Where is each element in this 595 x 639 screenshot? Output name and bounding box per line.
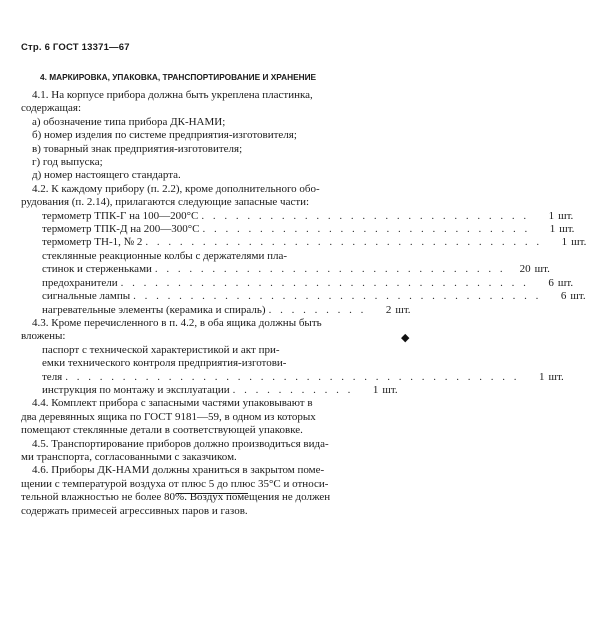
spare-part-unit: шт. bbox=[570, 290, 586, 303]
leader-dots: . . . . . . . . . . . . . . . . . . . . . . . . . . . . . . . bbox=[154, 263, 506, 276]
spare-part-row bbox=[21, 290, 586, 303]
spare-part-name: предохранители bbox=[42, 276, 118, 289]
p45-line2: ми транспорта, согласованными с заказчиком. bbox=[21, 450, 237, 463]
leader-dots: . . . . . . . . . . . bbox=[232, 383, 354, 396]
spare-part-unit: шт. bbox=[534, 263, 550, 276]
enclosure-name: теля bbox=[42, 370, 63, 383]
leader-dots: . . . . . . . . . . . . . . . . . . . . . . . . . . . . . . . . . . . . bbox=[133, 290, 542, 303]
p43-line2: вложены: bbox=[21, 330, 66, 343]
enclosure-qty: 1 bbox=[372, 383, 379, 396]
spare-part-row bbox=[21, 263, 550, 276]
margin-mark-icon: ◆ bbox=[401, 332, 410, 344]
leader-dots: . . . . . . . . . . . . . . . . . . . . . . . . . . . . . . . . . . . bbox=[145, 236, 543, 249]
p44-line1: 4.4. Комплект прибора с запасными частями упаковывают в bbox=[32, 397, 313, 410]
p42-line2: рудования (п. 2.14), прилагаются следующие запасные части: bbox=[21, 196, 310, 209]
p41-item-e: д) номер настоящего стандарта. bbox=[32, 169, 181, 182]
p42-line1: 4.2. К каждому прибору (п. 2.2), кроме дополнительного обо- bbox=[32, 182, 320, 195]
page-header: Стр. 6 ГОСТ 13371—67 bbox=[21, 42, 130, 53]
end-rule bbox=[176, 493, 248, 494]
spare-part-row bbox=[21, 209, 574, 223]
spare-part-glass-line1: стеклянные реакционные колбы с держателями пла- bbox=[42, 249, 288, 262]
leader-dots: . . . . . . . . . . . . . . . . . . . . . . . . . . . . . bbox=[202, 223, 531, 236]
p41-line2: содержащая: bbox=[21, 102, 81, 115]
spare-part-unit: шт. bbox=[395, 303, 411, 316]
enclosure-unit: шт. bbox=[548, 370, 564, 383]
section-title: 4. МАРКИРОВКА, УПАКОВКА, ТРАНСПОРТИРОВАНИЕ И ХРАНЕНИЕ bbox=[40, 72, 317, 82]
spare-part-qty: 1 bbox=[561, 236, 568, 249]
p43-line1: 4.3. Кроме перечисленного в п. 4.2, в оба ящика должны быть bbox=[32, 316, 322, 329]
spare-part-row bbox=[21, 223, 575, 236]
spare-part-unit: шт. bbox=[557, 276, 574, 289]
p41-item-c: в) товарный знак предприятия-изготовителя; bbox=[32, 142, 243, 155]
p41-item-a: а) обозначение типа прибора ДК-НАМИ; bbox=[32, 115, 226, 128]
p41-item-b: б) номер изделия по системе предприятия-изготовителя; bbox=[32, 129, 297, 142]
enclosure-unit: шт. bbox=[382, 383, 398, 396]
spare-part-unit: шт. bbox=[558, 209, 574, 222]
spare-part-qty: 20 bbox=[519, 263, 531, 276]
p43-passport-line1: паспорт с технической характеристикой и акт при- bbox=[42, 343, 280, 356]
p43-passport-line2: емки технического контроля предприятия-изготови- bbox=[42, 357, 287, 370]
leader-dots: . . . . . . . . . . . . . . . . . . . . . . . . . . . . . . . . . . . . bbox=[120, 276, 529, 289]
leader-dots: . . . . . . . . . . . . . . . . . . . . . . . . . . . . . . . . . . . . . . . . bbox=[65, 370, 520, 383]
spare-part-qty: 6 bbox=[548, 276, 554, 289]
spare-part-qty: 1 bbox=[549, 223, 556, 236]
enclosure-name: инструкция по монтажу и эксплуатации bbox=[42, 383, 230, 396]
spare-part-row bbox=[21, 276, 574, 290]
spare-part-unit: шт. bbox=[559, 223, 575, 236]
spare-part-name: сигнальные лампы bbox=[42, 290, 131, 303]
spare-part-name: термометр ТПК-Д на 200—300°С bbox=[42, 223, 200, 236]
spare-part-row bbox=[21, 303, 411, 317]
spare-part-qty: 6 bbox=[560, 290, 567, 303]
document-body bbox=[21, 89, 587, 518]
spare-part-unit: шт. bbox=[571, 236, 587, 249]
spare-part-name: нагревательные элементы (керамика и спираль) bbox=[42, 303, 266, 316]
spare-part-name: термометр ТН-1, № 2 bbox=[42, 236, 143, 249]
enclosure-row bbox=[21, 384, 401, 397]
leader-dots: . . . . . . . . . . . . . . . . . . . . . . . . . . . . . bbox=[201, 209, 530, 222]
p44-line3: помещают стеклянные детали в соответствующей упаковке. bbox=[21, 424, 303, 437]
spare-part-qty: 2 bbox=[385, 303, 392, 316]
spare-part-row bbox=[21, 236, 587, 249]
spare-part-name: стинок и стерженьками bbox=[42, 263, 152, 276]
spare-part-name: термометр ТПК-Г на 100—200°С bbox=[42, 209, 199, 222]
p46-line2: щении с температурой воздуха от плюс 5 до плюс 35°С и относи- bbox=[21, 477, 329, 490]
p46-line4: содержать примесей агрессивных паров и газов. bbox=[21, 504, 248, 517]
enclosure-row bbox=[21, 370, 564, 384]
enclosure-qty: 1 bbox=[539, 370, 545, 383]
p45-line1: 4.5. Транспортирование приборов должно производиться вида- bbox=[32, 437, 329, 450]
spare-part-qty: 1 bbox=[548, 209, 555, 222]
p41-line1: 4.1. На корпусе прибора должна быть укреплена пластинка, bbox=[32, 89, 313, 101]
leader-dots: . . . . . . . . . bbox=[268, 303, 367, 316]
p46-line1: 4.6. Приборы ДК-НАМИ должны храниться в закрытом поме- bbox=[32, 464, 325, 477]
p44-line2: два деревянных ящика по ГОСТ 9181—59, в одном из которых bbox=[21, 410, 316, 423]
p41-item-d: г) год выпуска; bbox=[32, 156, 103, 169]
p46-line3: тельной влажностью не более 80%. Воздух помещения не должен bbox=[21, 491, 331, 504]
